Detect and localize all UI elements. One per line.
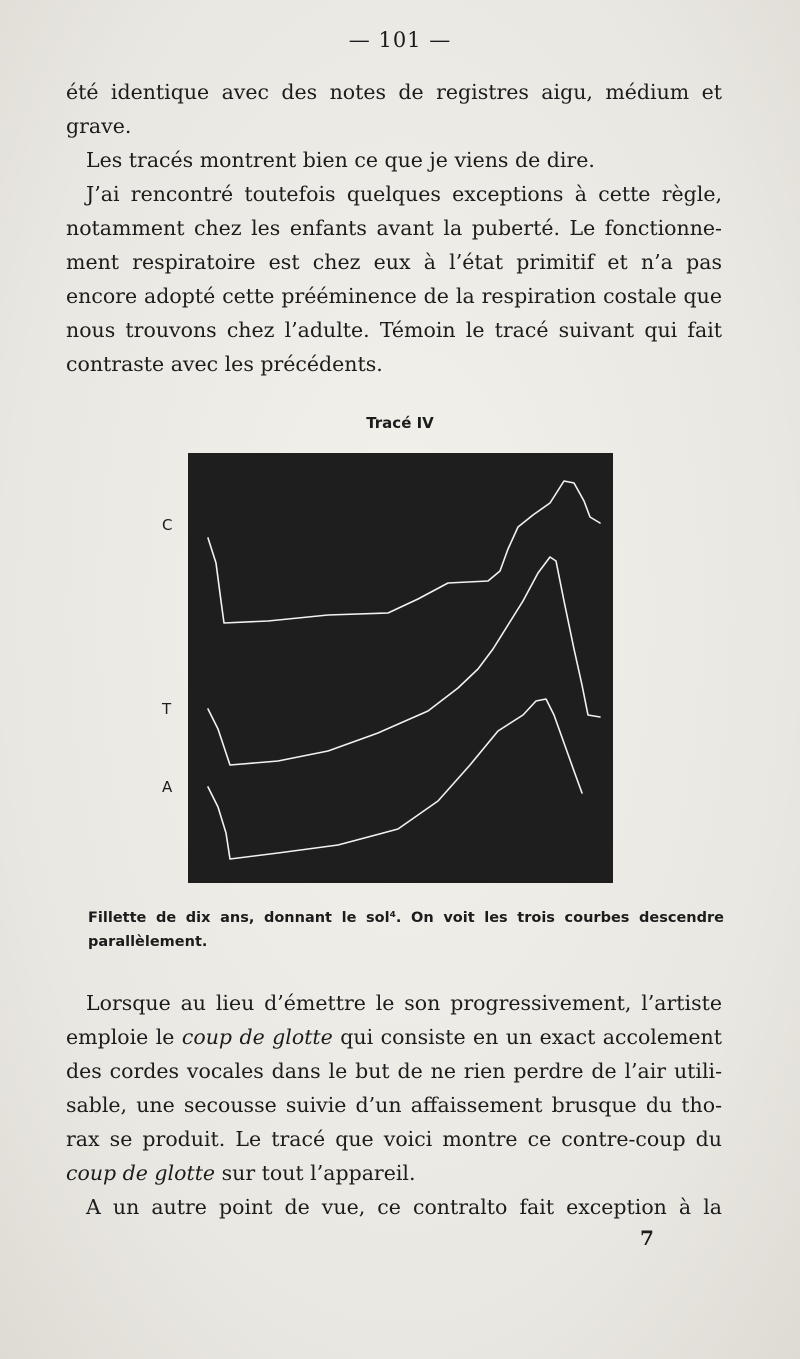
paragraph-coup-de-glotte bbox=[66, 986, 722, 1190]
text-line: Lorsque au lieu d’émettre le son progressivement, l’artiste bbox=[86, 991, 722, 1015]
paragraph-continued bbox=[66, 75, 722, 143]
curve-label-t: T bbox=[162, 700, 172, 718]
figure-caption bbox=[88, 906, 724, 954]
text-line: été identique avec des notes de registres aigu, médium et bbox=[66, 80, 722, 104]
text-line: ment respiratoire est chez eux à l’état primitif et n’a pas bbox=[66, 250, 722, 274]
paragraph-traces bbox=[66, 143, 722, 177]
text-line bbox=[66, 1020, 722, 1054]
text-line bbox=[66, 1156, 722, 1190]
italic-term: coup de glotte bbox=[66, 1161, 216, 1185]
text-line: contraste avec les précédents. bbox=[66, 352, 383, 376]
text-segment: qui consiste en un exact accolement bbox=[332, 1025, 722, 1049]
text-line: encore adopté cette prééminence de la respiration costale que bbox=[66, 284, 722, 308]
curve-label-c: C bbox=[162, 516, 173, 534]
text-line: A un autre point de vue, ce contralto fait exception à la bbox=[86, 1195, 722, 1219]
caption-line: parallèlement. bbox=[88, 934, 208, 950]
sheet-signature-number: 7 bbox=[640, 1226, 654, 1250]
page-number: — 101 — bbox=[348, 28, 452, 52]
caption-line: Fillette de dix ans, donnant le sol⁴. On voit les trois courbes descendre bbox=[88, 910, 724, 926]
figure-title: Tracé IV bbox=[366, 414, 434, 432]
text-line: notamment chez les enfants avant la puberté. Le fonctionne- bbox=[66, 216, 722, 240]
text-line: J’ai rencontré toutefois quelques exceptions à cette règle, bbox=[86, 182, 722, 206]
trace-plot bbox=[188, 453, 613, 883]
text-line: des cordes vocales dans le but de ne rien perdre de l’air utili- bbox=[66, 1059, 722, 1083]
text-line: sable, une secousse suivie d’un affaissement brusque du tho- bbox=[66, 1093, 722, 1117]
trace-curve-c bbox=[208, 481, 600, 623]
trace-curve-t bbox=[208, 557, 600, 765]
italic-term: coup de glotte bbox=[181, 1025, 333, 1049]
respiratory-trace-figure bbox=[188, 453, 613, 883]
text-segment: sur tout l’appareil. bbox=[215, 1161, 416, 1185]
text-line: grave. bbox=[66, 114, 132, 138]
text-line: rax se produit. Le tracé que voici montre ce contre-coup du bbox=[66, 1127, 722, 1151]
text-line: nous trouvons chez l’adulte. Témoin le tracé suivant qui fait bbox=[66, 318, 722, 342]
text-segment: emploie le bbox=[66, 1025, 182, 1049]
paragraph-exceptions bbox=[66, 177, 722, 381]
trace-curve-a bbox=[208, 699, 582, 859]
text-line: Les tracés montrent bien ce que je viens de dire. bbox=[86, 148, 595, 172]
curve-label-a: A bbox=[162, 778, 173, 796]
paragraph-contralto bbox=[66, 1190, 722, 1224]
